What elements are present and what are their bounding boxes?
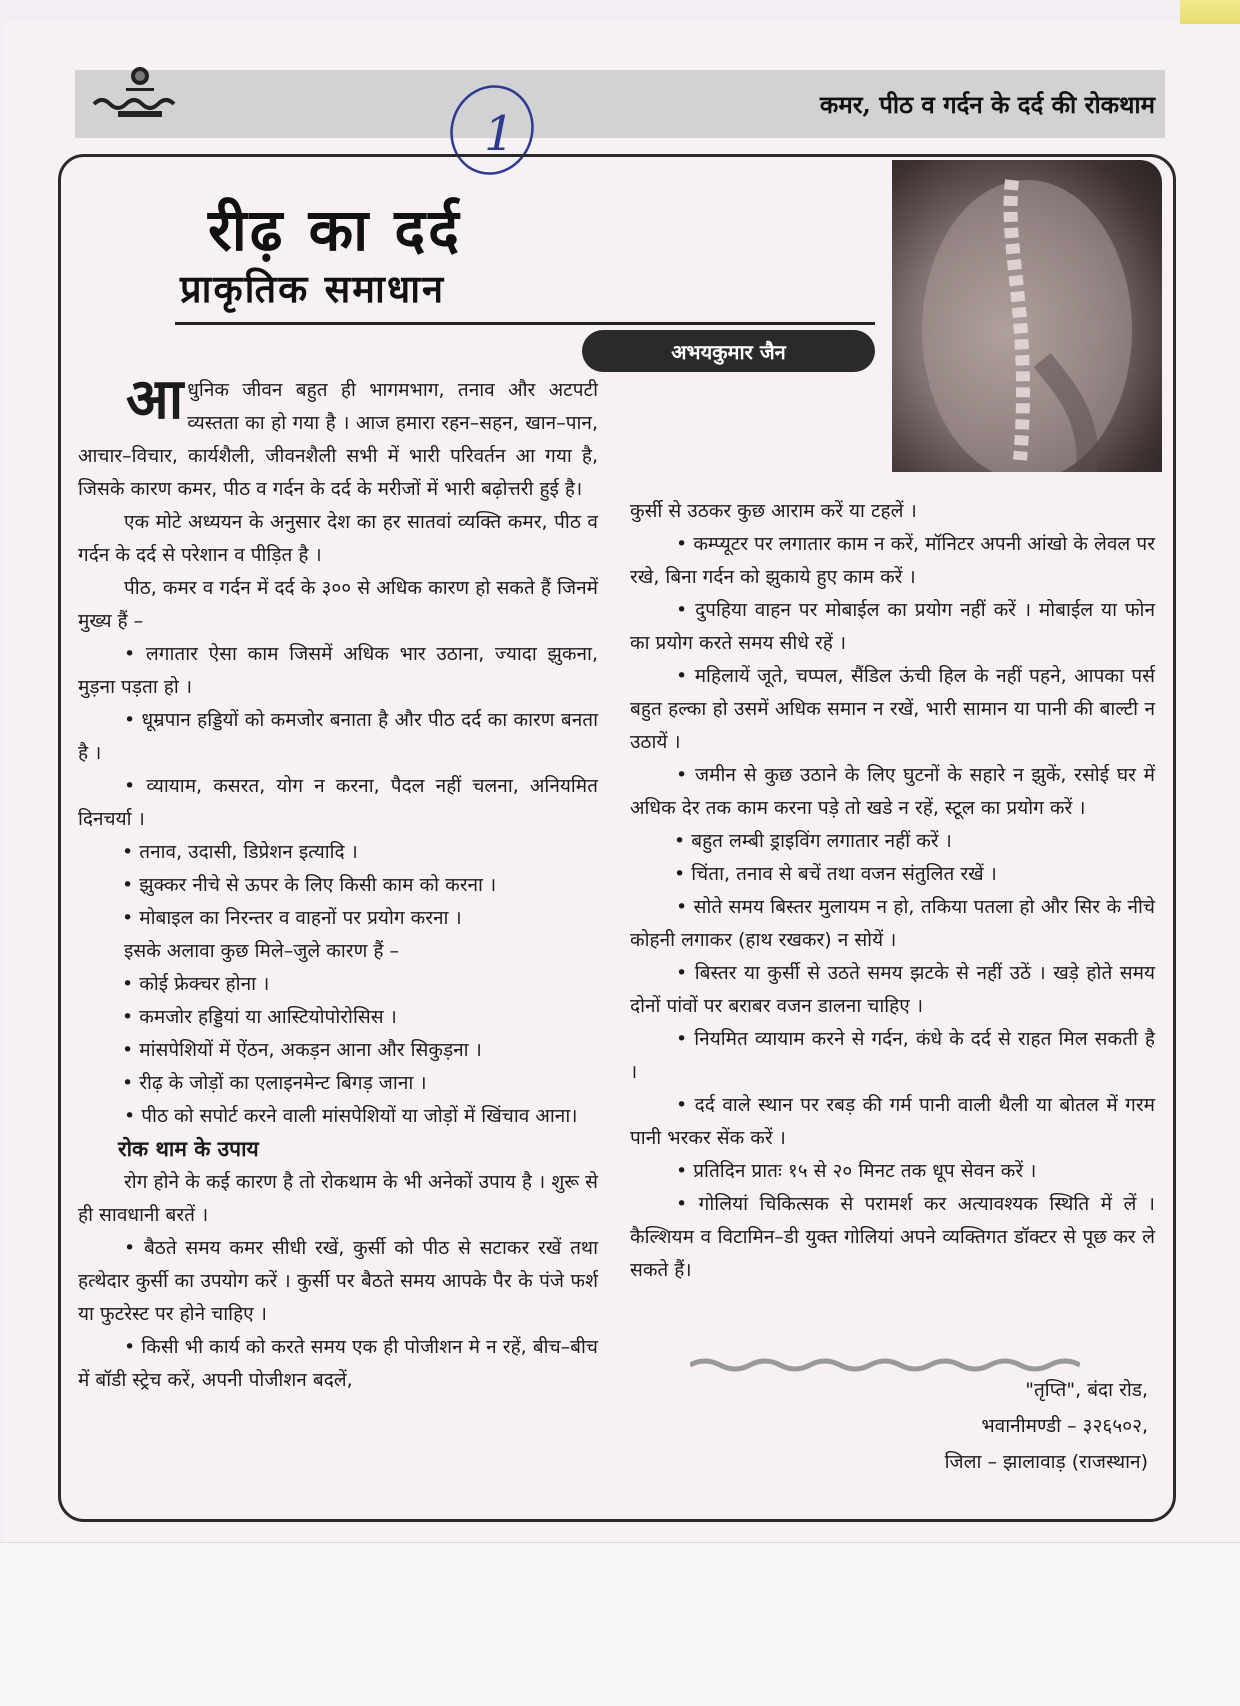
tip-item: • बैठते समय कमर सीधी रखें, कुर्सी को पीठ से सटाकर रखें तथा हत्थेदार कुर्सी का उपयोग करें । कुर्सी पर बैठते समय आपके पैर के पंजे फर्श या फुटरेस्ट पर होने चाहिए । — [78, 1237, 598, 1325]
tip-item: • जमीन से कुछ उठाने के लिए घुटनों के सहारे न झुकें, रसोई घर में अधिक देर तक काम करना पड़े तो खडे न रहें, स्टूल का प्रयोग करें । — [630, 764, 1155, 819]
other-causes-intro: इसके अलावा कुछ मिले–जुले कारण हैं – — [124, 940, 399, 962]
other-cause-item: • कोई फ्रेक्चर होना । — [122, 973, 270, 995]
other-cause-item: • मांसपेशियों में ऐंठन, अकड़न आना और सिकुड़ना । — [122, 1039, 482, 1061]
cause-item: • व्यायाम, कसरत, योग न करना, पैदल नहीं चलना, अनियमित दिनचर्या । — [78, 775, 598, 830]
title-divider — [175, 322, 875, 325]
prevention-intro: रोग होने के कई कारण है तो रोकथाम के भी अनेकों उपाय है । शुरू से ही सावधानी बरतें । — [78, 1171, 598, 1226]
article-title: रीढ़ का दर्द — [208, 196, 462, 264]
tip-item: • चिंता, तनाव से बचें तथा वजन संतुलित रखें । — [674, 863, 997, 885]
wave-divider — [690, 1355, 1080, 1373]
intro-paragraph — [78, 366, 598, 506]
other-cause-item: • रीढ़ के जोड़ों का एलाइनमेन्ट बिगड़ जाना । — [122, 1072, 427, 1094]
tip-continuation: कुर्सी से उठकर कुछ आराम करें या टहलें । — [630, 500, 917, 522]
drop-cap: आ — [126, 366, 184, 432]
cause-item: • झुक्कर नीचे से ऊपर के लिए किसी काम को करना । — [122, 874, 497, 896]
tip-item: • बिस्तर या कुर्सी से उठते समय झटके से नहीं उठें । खड़े होते समय दोनों पांवों पर बराबर वजन डालना चाहिए । — [630, 962, 1155, 1017]
wave-logo-icon — [88, 64, 198, 126]
left-column — [78, 366, 598, 1397]
scan-background — [0, 1542, 1240, 1706]
tip-item: • महिलायें जूते, चप्पल, सैंडिल ऊंची हिल के नहीं पहने, आपका पर्स बहुत हल्का हो उसमें अधिक समान न रखें, भारी सामान या पानी की बाल्टी न उठायें । — [630, 665, 1155, 753]
intro-text: धुनिक जीवन बहुत ही भागमभाग, तनाव और अटपटी व्यस्तता का हो गया है । आज हमारा रहन–सहन, खान–पान, आचार–विचार, कार्यशैली, जीवनशैली सभी में भारी परिवर्तन आ गया है, जिसके कारण कमर, पीठ व गर्दन के दर्द के मरीजों में भारी बढ़ोत्तरी हुई है। — [78, 379, 598, 500]
tip-item: • कम्प्यूटर पर लगातार काम न करें, मॉनिटर अपनी आंखो के लेवल पर रखे, बिना गर्दन को झुकाये हुए काम करें । — [630, 533, 1155, 588]
paragraph-3: पीठ, कमर व गर्दन में दर्द के ३०० से अधिक कारण हो सकते हैं जिनमें मुख्य हैं – — [78, 577, 598, 632]
tip-item: • दर्द वाले स्थान पर रबड़ की गर्म पानी वाली थैली या बोतल में गरम पानी भरकर सेंक करें । — [630, 1094, 1155, 1149]
article-subtitle: प्राकृतिक समाधान — [180, 266, 446, 311]
address-line: "तृप्ति", बंदा रोड, — [1025, 1379, 1148, 1401]
tip-item: • बहुत लम्बी ड्राइविंग लगातार नहीं करें । — [674, 830, 952, 852]
tip-item: • गोलियां चिकित्सक से परामर्श कर अत्यावश्यक स्थिति में लें । कैल्शियम व विटामिन–डी युक्त गोलियां अपने व्यक्तिगत डॉक्टर से पूछ कर ले सकते हैं। — [630, 1193, 1155, 1281]
page-mark-number: 1 — [484, 106, 515, 162]
cause-item: • तनाव, उदासी, डिप्रेशन इत्यादि । — [122, 841, 358, 863]
cause-item: • लगातार ऐसा काम जिसमें अधिक भार उठाना, ज्यादा झुकना, मुड़ना पड़ता हो । — [78, 643, 598, 698]
other-cause-item: • कमजोर हड्डियां या आस्टियोपोरोसिस । — [122, 1006, 397, 1028]
author-badge — [582, 330, 875, 372]
prevention-heading: रोक थाम के उपाय — [118, 1137, 259, 1161]
tip-item: • किसी भी कार्य को करते समय एक ही पोजीशन मे न रहें, बीच–बीच में बॉडी स्ट्रेच करें, अपनी पोजीशन बदलें, — [78, 1336, 598, 1391]
address-line: भवानीमण्डी – ३२६५०२, — [981, 1415, 1148, 1437]
spine-photo — [892, 160, 1162, 472]
other-cause-item: • पीठ को सपोर्ट करने वाली मांसपेशियों या जोड़ों में खिंचाव आना। — [124, 1105, 578, 1127]
tip-item: • नियमित व्यायाम करने से गर्दन, कंधे के दर्द से राहत मिल सकती है । — [630, 1028, 1155, 1083]
address-line: जिला – झालावाड़ (राजस्थान) — [944, 1451, 1148, 1473]
tip-item: • दुपहिया वाहन पर मोबाईल का प्रयोग नहीं करें । मोबाईल या फोन का प्रयोग करते समय सीधे रहें । — [630, 599, 1155, 654]
author-name: अभयकुमार जैन — [671, 339, 786, 364]
yellow-paper-corner — [1180, 0, 1240, 24]
cause-item: • मोबाइल का निरन्तर व वाहनों पर प्रयोग करना । — [122, 907, 462, 929]
header-title: कमर, पीठ व गर्दन के दर्द की रोकथाम — [819, 90, 1155, 119]
tip-item: • प्रतिदिन प्रातः १५ से २० मिनट तक धूप सेवन करें । — [676, 1160, 1037, 1182]
cause-item: • धूम्रपान हड्डियों को कमजोर बनाता है और पीठ दर्द का कारण बनता है । — [78, 709, 598, 764]
author-address — [808, 1372, 1148, 1480]
paragraph-2: एक मोटे अध्ययन के अनुसार देश का हर सातवां व्यक्ति कमर, पीठ व गर्दन के दर्द से परेशान व पीड़ित है । — [78, 511, 598, 566]
right-column — [630, 495, 1155, 1287]
tip-item: • सोते समय बिस्तर मुलायम न हो, तकिया पतला हो और सिर के नीचे कोहनी लगाकर (हाथ रखकर) न सोयें । — [630, 896, 1155, 951]
